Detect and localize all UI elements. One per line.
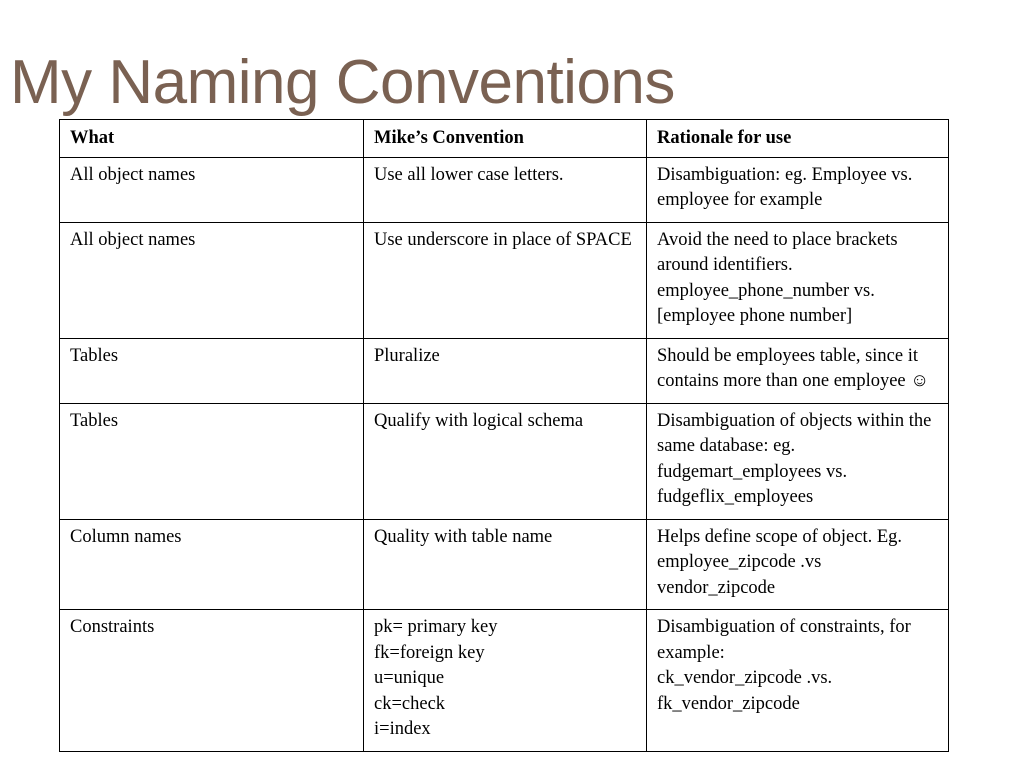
cell-what: All object names [60,222,364,338]
cell-convention: Pluralize [364,338,647,403]
table-row [60,610,949,752]
cell-what: Tables [60,338,364,403]
cell-what: Column names [60,519,364,610]
cell-rationale: Helps define scope of object. Eg. employee_zipcode .vs vendor_zipcode [647,519,949,610]
table-header-row [60,120,949,158]
cell-rationale: Disambiguation: eg. Employee vs. employee for example [647,157,949,222]
table-row [60,519,949,610]
table-row [60,338,949,403]
cell-rationale: Avoid the need to place brackets around identifiers. employee_phone_number vs. [employee phone number] [647,222,949,338]
conventions-table [59,119,949,752]
column-header-convention: Mike’s Convention [364,120,647,158]
cell-rationale: Disambiguation of constraints, for example: ck_vendor_zipcode .vs. fk_vendor_zipcode [647,610,949,752]
column-header-what: What [60,120,364,158]
cell-what: Constraints [60,610,364,752]
cell-rationale: Disambiguation of objects within the same database: eg. fudgemart_employees vs. fudgeflix_employees [647,403,949,519]
cell-convention: Qualify with logical schema [364,403,647,519]
slide-title: My Naming Conventions [10,48,675,117]
cell-convention: Quality with table name [364,519,647,610]
cell-what: Tables [60,403,364,519]
cell-rationale: Should be employees table, since it contains more than one employee ☺ [647,338,949,403]
table-row [60,403,949,519]
cell-convention: Use all lower case letters. [364,157,647,222]
cell-convention: Use underscore in place of SPACE [364,222,647,338]
table-row [60,222,949,338]
cell-what: All object names [60,157,364,222]
cell-convention: pk= primary key fk=foreign key u=unique ck=check i=index [364,610,647,752]
column-header-rationale: Rationale for use [647,120,949,158]
table-row [60,157,949,222]
